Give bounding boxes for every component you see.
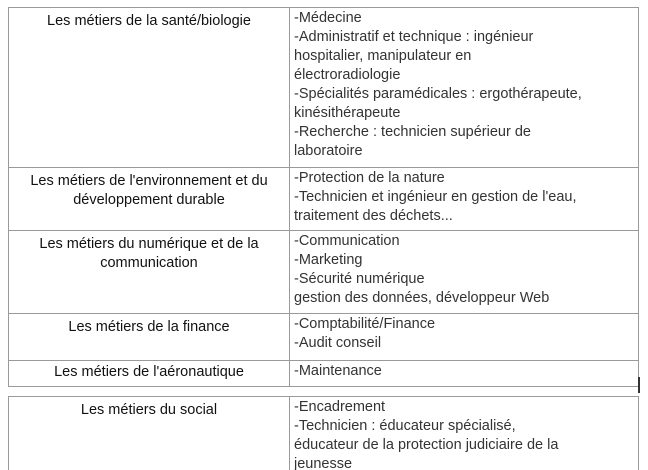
category-cell: Les métiers du numérique et de la communication [9,231,290,314]
jobs-cell [290,314,639,361]
job-line: gestion des données, développeur Web [294,290,550,306]
job-line: -Marketing [294,252,363,268]
job-line: -Comptabilité/Finance [294,316,436,332]
table-row [9,168,639,231]
job-line: jeunesse [294,456,353,470]
jobs-cell [290,231,639,314]
category-cell: Les métiers du social [9,397,290,470]
job-line: -Protection de la nature [294,170,445,186]
category-cell: Les métiers de l'environnement et du développement durable [9,168,290,231]
job-line: -Maintenance [294,363,382,379]
table-row [9,314,639,361]
jobs-cell [290,168,639,231]
jobs-cell [290,8,639,168]
job-line: -Spécialités paramédicales : ergothérapeute, [294,86,582,102]
job-line: -Sécurité numérique [294,271,425,287]
job-line: laboratoire [294,143,363,159]
job-line: -Technicien et ingénieur en gestion de l'eau, [294,189,577,205]
table-row [9,8,639,168]
category-cell: Les métiers de la santé/biologie [9,8,290,168]
careers-table-continued [8,396,639,470]
table-row [9,231,639,314]
job-line: éducateur de la protection judiciaire de la [294,437,559,453]
text-cursor [638,377,640,393]
job-line: -Encadrement [294,399,386,415]
job-line: traitement des déchets... [294,208,453,224]
job-line: -Recherche : technicien supérieur de [294,124,531,140]
jobs-cell [290,397,639,470]
job-line: -Administratif et technique : ingénieur [294,29,534,45]
careers-table [8,7,639,387]
table-row [9,361,639,387]
category-cell: Les métiers de l'aéronautique [9,361,290,387]
job-line: -Audit conseil [294,335,382,351]
job-line: -Médecine [294,10,362,26]
job-line: hospitalier, manipulateur en [294,48,472,64]
job-line: kinésithérapeute [294,105,401,121]
job-line: -Technicien : éducateur spécialisé, [294,418,516,434]
table-row [9,397,639,470]
job-line: -Communication [294,233,400,249]
job-line: électroradiologie [294,67,401,83]
jobs-cell [290,361,639,387]
category-cell: Les métiers de la finance [9,314,290,361]
